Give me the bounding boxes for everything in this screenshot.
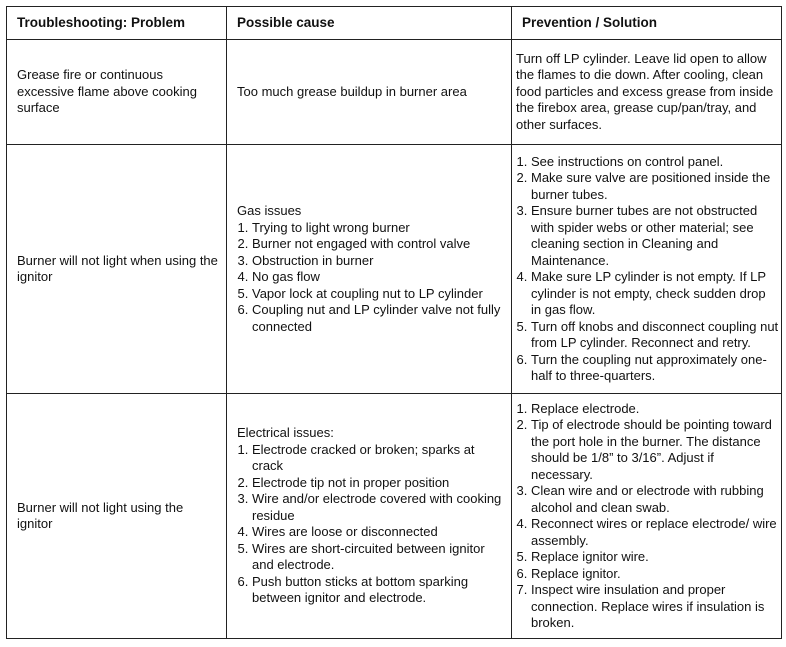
troubleshooting-table: [6, 6, 782, 639]
problem-cell: Grease fire or continuous excessive flame above cooking surface: [7, 40, 227, 145]
solution-cell: [512, 145, 782, 394]
list-item: 1. Trying to light wrong burner: [252, 220, 505, 237]
list-item: 5. Wires are short-circuited between ignitor and electrode.: [252, 541, 505, 574]
list-item: 1. Electrode cracked or broken; sparks at crack: [252, 442, 505, 475]
table-row: [7, 40, 782, 145]
cause-cell: [227, 394, 512, 639]
list-item: 3. Obstruction in burner: [252, 253, 505, 270]
problem-cell: Burner will not light when using the ignitor: [7, 145, 227, 394]
list-item: 2. Burner not engaged with control valve: [252, 236, 505, 253]
list-item: 2. Tip of electrode should be pointing toward the port hole in the burner. The distance should be 1/8” to 3/16”. Adjust if necessary.: [531, 417, 779, 483]
list-item: 4. No gas flow: [252, 269, 505, 286]
solution-cell: Turn off LP cylinder. Leave lid open to allow the flames to die down. After cooling, clean food particles and excess grease from inside the firebox area, grease cup/pan/tray, and other surfaces.: [512, 40, 782, 145]
list-item: 3. Clean wire and or electrode with rubbing alcohol and clean swab.: [531, 483, 779, 516]
list-item: 6. Push button sticks at bottom sparking between ignitor and electrode.: [252, 574, 505, 607]
list-item: 5. Replace ignitor wire.: [531, 549, 779, 566]
list-item: 2. Make sure valve are positioned inside the burner tubes.: [531, 170, 779, 203]
list-item: 3. Wire and/or electrode covered with cooking residue: [252, 491, 505, 524]
list-item: 5. Vapor lock at coupling nut to LP cylinder: [252, 286, 505, 303]
cause-title: Electrical issues:: [237, 425, 334, 441]
list-item: 3. Ensure burner tubes are not obstructed with spider webs or other material; see cleaning section in Cleaning and Maintenance.: [531, 203, 779, 269]
cause-list: [237, 442, 505, 607]
cause-title: Gas issues: [237, 203, 302, 218]
cause-list: [237, 220, 505, 336]
solution-list: [516, 401, 779, 632]
solution-cell: [512, 394, 782, 639]
table-row: [7, 145, 782, 394]
list-item: 4. Make sure LP cylinder is not empty. If LP cylinder is not empty, check sudden drop in gas flow.: [531, 269, 779, 319]
list-item: 2. Electrode tip not in proper position: [252, 475, 505, 492]
list-item: 4. Wires are loose or disconnected: [252, 524, 505, 541]
list-item: 6. Coupling nut and LP cylinder valve not fully connected: [252, 302, 505, 335]
list-item: 6. Turn the coupling nut approximately one-half to three-quarters.: [531, 352, 779, 385]
header-solution: Prevention / Solution: [512, 7, 782, 40]
list-item: 1. See instructions on control panel.: [531, 154, 779, 171]
solution-list: [516, 154, 779, 385]
table-row: [7, 394, 782, 639]
cause-cell: Too much grease buildup in burner area: [227, 40, 512, 145]
problem-cell: Burner will not light using the ignitor: [7, 394, 227, 639]
header-row: [7, 7, 782, 40]
list-item: 1. Replace electrode.: [531, 401, 779, 418]
cause-cell: [227, 145, 512, 394]
header-cause: Possible cause: [227, 7, 512, 40]
list-item: 5. Turn off knobs and disconnect coupling nut from LP cylinder. Reconnect and retry.: [531, 319, 779, 352]
list-item: 4. Reconnect wires or replace electrode/ wire assembly.: [531, 516, 779, 549]
list-item: 6. Replace ignitor.: [531, 566, 779, 583]
list-item: 7. Inspect wire insulation and proper connection. Replace wires if insulation is broken.: [531, 582, 779, 632]
header-problem: Troubleshooting: Problem: [7, 7, 227, 40]
